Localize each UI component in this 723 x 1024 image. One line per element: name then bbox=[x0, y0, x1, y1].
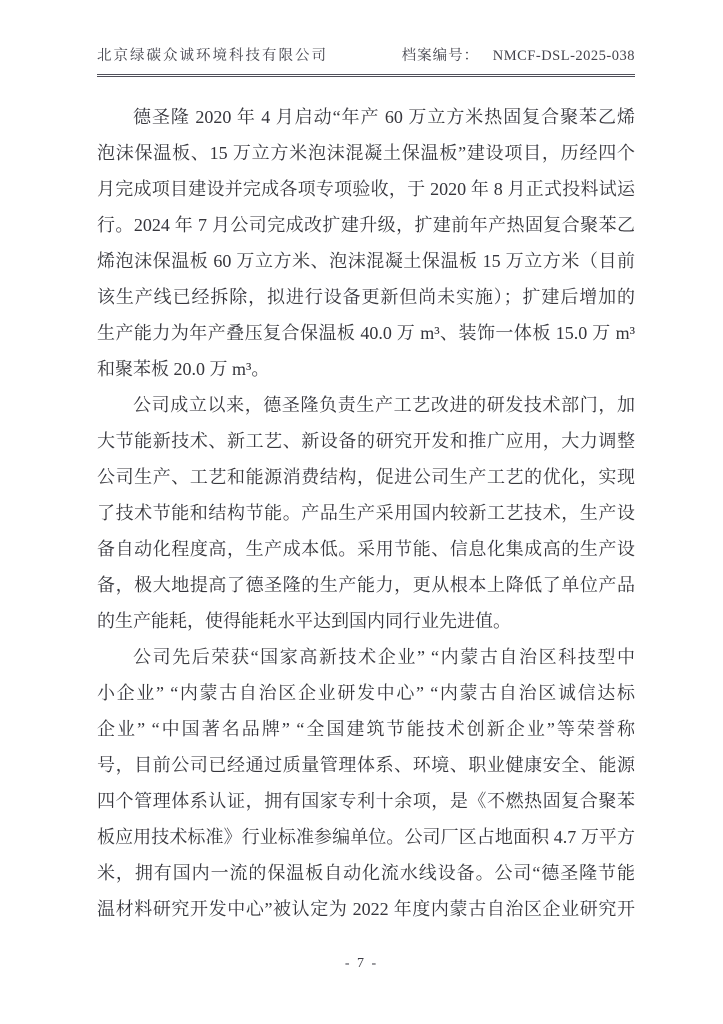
paragraph bbox=[97, 99, 635, 387]
archive-number bbox=[402, 44, 635, 65]
text-line: 企业” “中国著名品牌” “全国建筑节能技术创新企业”等荣誉称 bbox=[97, 719, 635, 739]
text-line: 温材料研究开发中心”被认定为 2022 年度内蒙古自治区企业研究开 bbox=[97, 899, 635, 919]
page-header bbox=[97, 0, 635, 77]
text-line: 大节能新技术、新工艺、新设备的研究开发和推广应用，大力调整 bbox=[97, 431, 635, 451]
text-line: 公司生产、工艺和能源消费结构，促进公司生产工艺的优化，实现 bbox=[97, 467, 635, 487]
text-line: 和聚苯板 20.0 万 m³。 bbox=[97, 359, 270, 379]
text-line: 生产能力为年产叠压复合保温板 40.0 万 m³、装饰一体板 15.0 万 m³ bbox=[97, 323, 635, 343]
archive-number-label: 档案编号： bbox=[401, 48, 480, 64]
text-line: 泡沫保温板、15 万立方米泡沫混凝土保温板”建设项目，历经四个 bbox=[97, 143, 635, 163]
text-line: 小企业” “内蒙古自治区企业研发中心” “内蒙古自治区诚信达标 bbox=[97, 683, 635, 703]
text-line: 号，目前公司已经通过质量管理体系、环境、职业健康安全、能源 bbox=[97, 755, 635, 775]
text-line: 了技术节能和结构节能。产品生产采用国内较新工艺技术，生产设 bbox=[97, 503, 635, 523]
text-line: 该生产线已经拆除，拟进行设备更新但尚未实施）；扩建后增加的 bbox=[97, 287, 635, 307]
text-line: 板应用技术标准》行业标准参编单位。公司厂区占地面积 4.7 万平方 bbox=[97, 827, 635, 847]
text-line: 米，拥有国内一流的保温板自动化流水线设备。公司“德圣隆节能 bbox=[97, 863, 635, 883]
page-number: - 7 - bbox=[344, 956, 379, 971]
text-line: 德圣隆 2020 年 4 月启动“年产 60 万立方米热固复合聚苯乙烯 bbox=[133, 107, 635, 127]
archive-number-value: NMCF-DSL-2025-038 bbox=[492, 48, 635, 64]
paragraph bbox=[97, 639, 635, 927]
page-footer bbox=[0, 956, 723, 972]
document-body bbox=[97, 99, 635, 927]
text-line: 备自动化程度高，生产成本低。采用节能、信息化集成高的生产设 bbox=[97, 539, 635, 559]
text-line: 行。2024 年 7 月公司完成改扩建升级，扩建前年产热固复合聚苯乙 bbox=[97, 215, 635, 235]
text-line: 的生产能耗，使得能耗水平达到国内同行业先进值。 bbox=[97, 611, 511, 631]
header-company-name: 北京绿碳众诚环境科技有限公司 bbox=[97, 48, 328, 64]
paragraph bbox=[97, 387, 635, 639]
text-line: 公司成立以来，德圣隆负责生产工艺改进的研发技术部门，加 bbox=[133, 395, 635, 415]
text-line: 四个管理体系认证，拥有国家专利十余项，是《不燃热固复合聚苯 bbox=[97, 791, 635, 811]
text-line: 月完成项目建设并完成各项专项验收，于 2020 年 8 月正式投料试运 bbox=[97, 179, 635, 199]
text-line: 备，极大地提高了德圣隆的生产能力，更从根本上降低了单位产品 bbox=[97, 575, 635, 595]
text-line: 烯泡沫保温板 60 万立方米、泡沫混凝土保温板 15 万立方米（目前 bbox=[97, 251, 635, 271]
text-line: 公司先后荣获“国家高新技术企业” “内蒙古自治区科技型中 bbox=[133, 647, 635, 667]
